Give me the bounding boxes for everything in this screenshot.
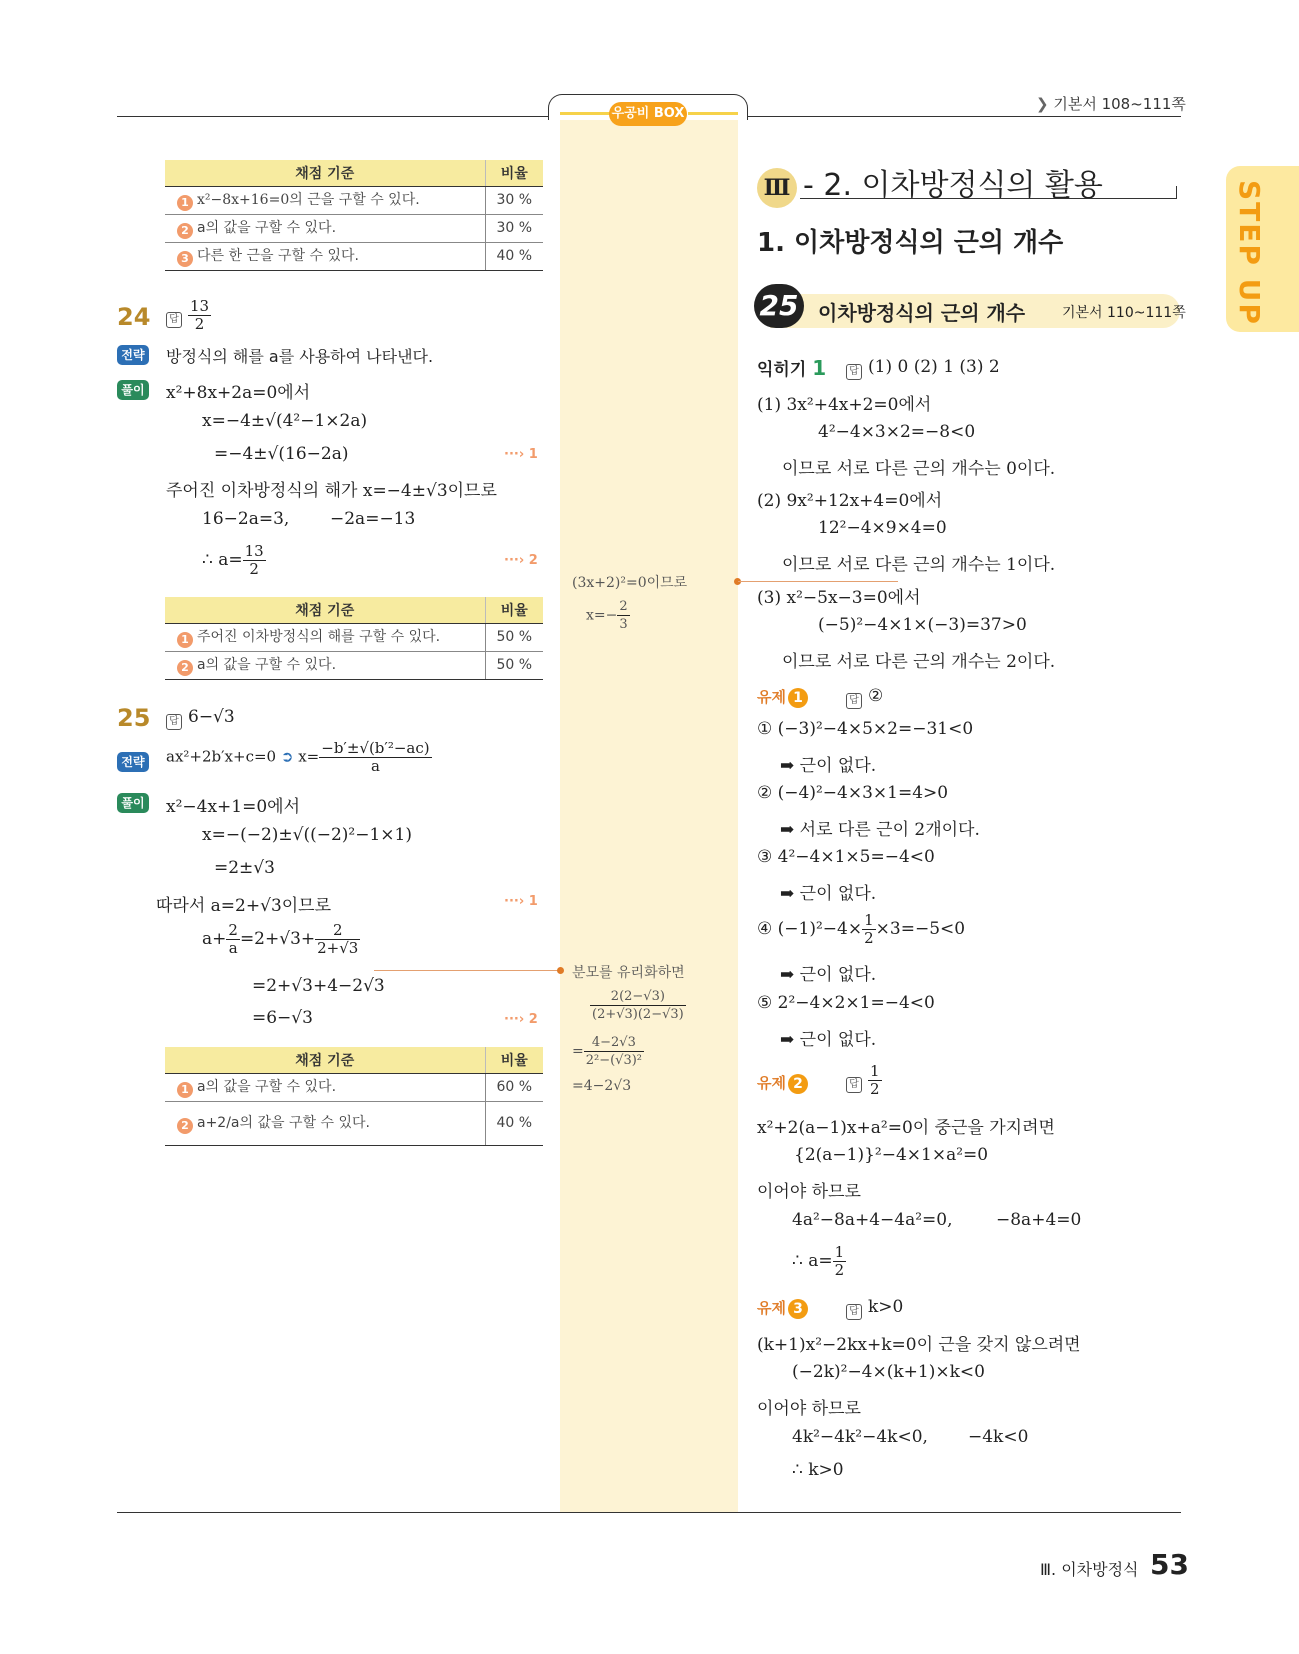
practice-line: 이므로 서로 다른 근의 개수는 0이다. [782,459,1056,479]
connector-dot [557,967,564,974]
answer-icon: 답 [846,1304,862,1320]
practice-line: 이므로 서로 다른 근의 개수는 1이다. [782,555,1056,575]
practice-line: 이므로 서로 다른 근의 개수는 2이다. [782,652,1056,672]
table-row: 1 x²−8x+16=0의 근을 구할 수 있다. 30 % [165,186,543,214]
solution-line: 주어진 이차방정식의 해가 x=−4±√3이므로 [166,481,497,501]
table-row: 2 a의 값을 구할 수 있다. 30 % [165,214,543,242]
exercise-line: 이어야 하므로 [757,1182,861,1202]
table-row: 2 a+2/a의 값을 구할 수 있다. 40 % [165,1101,543,1145]
topic-reference: 기본서 110~111쪽 [1062,305,1186,321]
chapter-title: Ⅲ - 2. 이차방정식의 활용 [757,160,1103,208]
exercise-line: ➡ 서로 다른 근이 2개이다. [780,820,980,840]
practice-heading: 익히기 1 [757,356,827,380]
step-up-label: STEP UP [1233,180,1266,326]
step-marker: ···› 1 [504,447,538,462]
exercise-line: ∴ k>0 [792,1460,844,1480]
table-header: 비율 [485,160,543,186]
solution-line: 따라서 a=2+√3이므로 [156,896,332,916]
solution-line: x²+8x+2a=0에서 [166,383,311,403]
memo-box-badge: 우공비 BOX [609,102,687,126]
exercise-line: −4k<0 [968,1427,1029,1447]
solution-line: =6−√3 [252,1008,313,1028]
problem-number-24: 24 [117,303,151,331]
exercise-2-heading: 유제 2 [757,1072,808,1094]
solution-tag: 풀이 [117,793,149,813]
table-row: 3 다른 한 근을 구할 수 있다. 40 % [165,242,543,270]
practice-line: (−5)²−4×1×(−3)=37>0 [818,615,1027,635]
chapter-rule-end [1176,186,1177,199]
step-marker: ···› 1 [504,894,538,909]
answer-icon: 답 [846,1077,862,1093]
solution-line: a+ $\frac{2}{a}$ =2+√3+ $\frac{2}{2+√3}$ [202,921,359,957]
memo-note: (3x+2)²=0이므로 [572,575,688,591]
memo-note: =4−2√3 [572,1078,632,1094]
page-number: 53 [1150,1548,1189,1581]
footer-chapter: Ⅲ. 이차방정식 [1040,1560,1139,1579]
step-marker: ···› 2 [504,1012,538,1027]
solution-line: −2a=−13 [330,509,416,529]
exercise-line: x²+2(a−1)x+a²=0이 중근을 가지려면 [757,1118,1055,1138]
exercise-1-heading: 유제 1 [757,686,808,708]
chapter-rule [800,198,1177,199]
exercise-line: ➡ 근이 없다. [780,1030,877,1050]
strategy-tag: 전략 [117,345,149,365]
problem-number-25: 25 [117,704,151,732]
exercise-line: (k+1)x²−2kx+k=0이 근을 갖지 않으려면 [757,1335,1081,1355]
topic-number: 25 [754,284,804,328]
table-header: 비율 [485,1047,543,1073]
strategy-text: 방정식의 해를 a를 사용하여 나타낸다. [166,347,434,366]
exercise-line: ⑤ 2²−4×2×1=−4<0 [757,993,935,1013]
arrow-right-icon: ➲ [280,747,294,766]
scoring-table-3 [165,1047,543,1146]
practice-line: (3) x²−5x−3=0에서 [757,588,921,608]
exercise-line: ➡ 근이 없다. [780,965,877,985]
exercise-1-answer: 답 ② [846,686,883,709]
scoring-table-2 [165,597,543,680]
bottom-rule [117,1512,1181,1513]
page-reference: ❯ 기본서 108~111쪽 [1036,95,1186,113]
table-header: 채점 기준 [165,1047,485,1073]
memo-note: = $\frac{4-2√3}{\text{2²−(√3)²}}$ [572,1035,643,1068]
exercise-line: ③ 4²−4×1×5=−4<0 [757,847,935,867]
memo-dash-left [560,112,610,115]
table-row: 2 a의 값을 구할 수 있다. 50 % [165,651,543,679]
chevron-right-icon: ❯ [1036,95,1054,113]
exercise-line: ➡ 근이 없다. [780,756,877,776]
table-header: 채점 기준 [165,597,485,623]
solution-line: =−4±√(16−2a) [214,444,349,464]
memo-note: $\frac{2(2-√3)}{(2+√3)(2-√3)}$ [592,989,684,1022]
answer-25: 답 6−√3 [166,707,235,730]
exercise-line: ∴ a= $\frac{1}{2}$ [792,1243,845,1279]
solution-tag: 풀이 [117,380,149,400]
answer-icon: 답 [846,693,862,709]
memo-note: x=− $\frac{2}{3}$ [586,599,628,632]
answer-icon: 답 [166,312,182,328]
section-title: 1. 이차방정식의 근의 개수 [757,228,1064,258]
connector-line [374,970,560,971]
topic-title: 이차방정식의 근의 개수 [818,301,1026,325]
exercise-line: 이어야 하므로 [757,1399,861,1419]
exercise-line: 4a²−8a+4−4a²=0, [792,1210,953,1230]
exercise-line: ① (−3)²−4×5×2=−31<0 [757,719,974,739]
strategy-tag: 전략 [117,752,149,772]
table-row: 1 주어진 이차방정식의 해를 구할 수 있다. 50 % [165,623,543,651]
exercise-line: ➡ 근이 없다. [780,884,877,904]
connector-line [738,581,898,582]
answer-icon: 답 [846,364,862,380]
answer-24: 답 $\frac{13}{2}$ [166,298,211,333]
solution-line: x=−4±√(4²−1×2a) [202,411,368,431]
exercise-3-answer: 답 k>0 [846,1297,903,1320]
solution-line: 16−2a=3, [202,509,290,529]
solution-line: =2±√3 [214,858,275,878]
practice-line: 4²−4×3×2=−8<0 [818,422,976,442]
exercise-3-heading: 유제 3 [757,1297,808,1319]
exercise-line: −8a+4=0 [996,1210,1082,1230]
strategy-formula: ax²+2b′x+c=0 ➲ x= $\frac{\text{−b′±√(b′²−ac)}}{a}$ [166,739,430,775]
exercise-2-answer: 답 $\frac{1}{2}$ [846,1063,882,1098]
table-header: 비율 [485,597,543,623]
table-header: 채점 기준 [165,160,485,186]
practice-line: (2) 9x²+12x+4=0에서 [757,491,943,511]
exercise-line: {2(a−1)}²−4×1×a²=0 [794,1145,989,1165]
solution-line: x²−4x+1=0에서 [166,797,301,817]
exercise-line: (−2k)²−4×(k+1)×k<0 [792,1362,985,1382]
solution-line: ∴ a= $\frac{13}{2}$ [202,542,264,578]
exercise-line: ④ (−1)²−4× $\frac{1}{2}$ ×3=−5<0 [757,911,966,947]
practice-line: (1) 3x²+4x+2=0에서 [757,395,932,415]
solution-line: x=−(−2)±√((−2)²−1×1) [202,825,413,845]
practice-line: 12²−4×9×4=0 [818,518,947,538]
exercise-line: ② (−4)²−4×3×1=4>0 [757,783,949,803]
answer-icon: 답 [166,714,182,730]
exercise-line: 4k²−4k²−4k<0, [792,1427,928,1447]
memo-dash-right [688,112,738,115]
memo-column [560,116,738,1512]
memo-note: 분모를 유리화하면 [572,965,685,981]
scoring-table-1 [165,160,543,271]
solution-line: =2+√3+4−2√3 [252,976,385,996]
practice-answer: 답 (1) 0 (2) 1 (3) 2 [846,357,1000,380]
table-row: 1 a의 값을 구할 수 있다. 60 % [165,1073,543,1101]
step-marker: ···› 2 [504,553,538,568]
